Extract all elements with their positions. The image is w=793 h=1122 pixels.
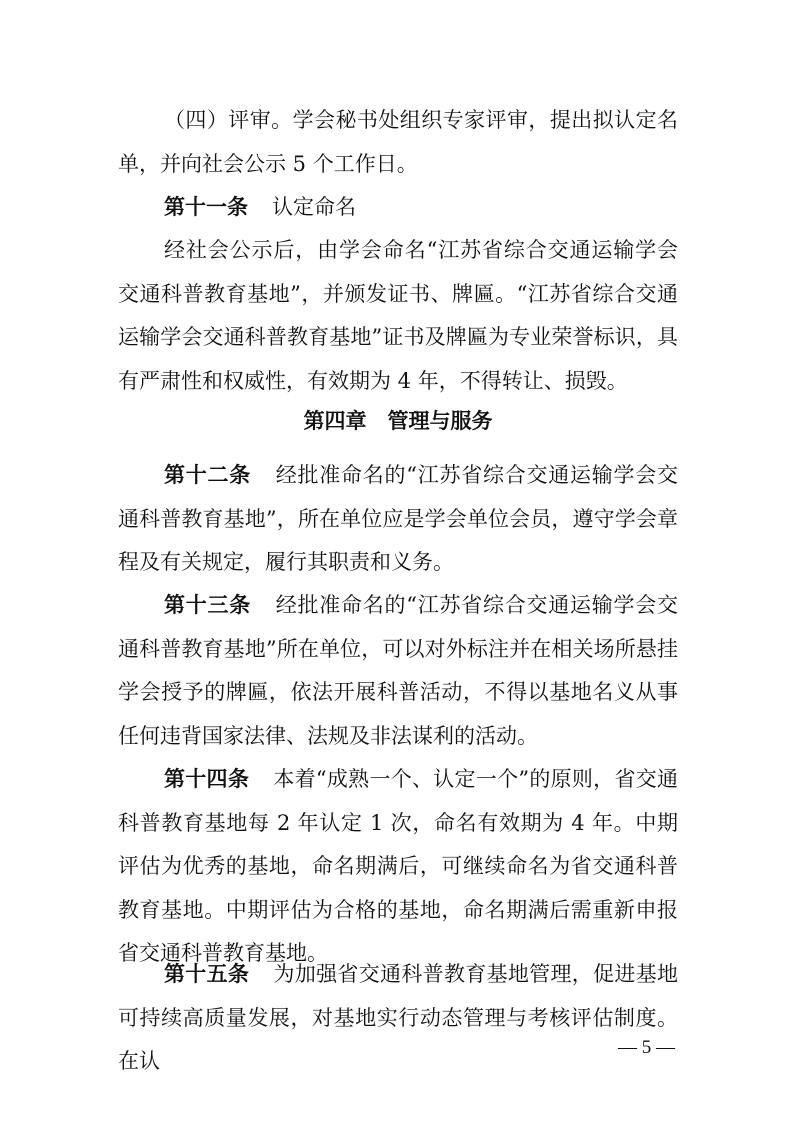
chapter-heading: 第四章 管理与服务 [303, 409, 493, 433]
article-number: 第十四条 [164, 767, 250, 791]
article-12 [118, 454, 678, 585]
article-14 [118, 758, 678, 976]
article-body: 为加强省交通科普教育基地管理，促进基地可持续高质量发展，对基地实行动态管理与考核评估制度。在认 [118, 962, 678, 1073]
page-number: — 5 — [618, 1037, 675, 1058]
article-11-body: 经社会公示后，由学会命名“江苏省综合交通运输学会交通科普教育基地”，并颁发证书、牌匾。“江苏省综合交通运输学会交通科普教育基地”证书及牌匾为专业荣誉标识，具有严肃性和权威性，有效期为 4 年，不得转让、损毁。 [118, 238, 678, 393]
article-11-heading [118, 186, 678, 230]
article-body: 经批准命名的“江苏省综合交通运输学会交通科普教育基地”，所在单位应是学会单位会员，遵守学会章程及有关规定，履行其职责和义务。 [118, 463, 679, 574]
article-13 [118, 584, 678, 758]
article-number: 第十二条 [164, 463, 252, 487]
article-15 [118, 953, 678, 1084]
article-number: 第十五条 [164, 962, 250, 986]
article-title: 认定命名 [272, 195, 356, 219]
article-number: 第十三条 [164, 593, 252, 617]
article-number: 第十一条 [164, 195, 248, 219]
article-body: 经批准命名的“江苏省综合交通运输学会交通科普教育基地”所在单位，可以对外标注并在相关场所悬挂学会授予的牌匾，依法开展科普活动，不得以基地名义从事任何违背国家法律、法规及非法谋利的活动。 [118, 593, 679, 748]
article-body: 本着“成熟一个、认定一个”的原则，省交通科普教育基地每 2 年认定 1 次，命名有效期为 4 年。中期评估为优秀的基地，命名期满后，可继续命名为省交通科普教育基地。中期评估为合格的基地，命名期满后需重新申报省交通科普教育基地。 [118, 767, 678, 965]
paragraph-review-step: （四）评审。学会秘书处组织专家评审，提出拟认定名单，并向社会公示 5 个工作日。 [118, 108, 678, 176]
